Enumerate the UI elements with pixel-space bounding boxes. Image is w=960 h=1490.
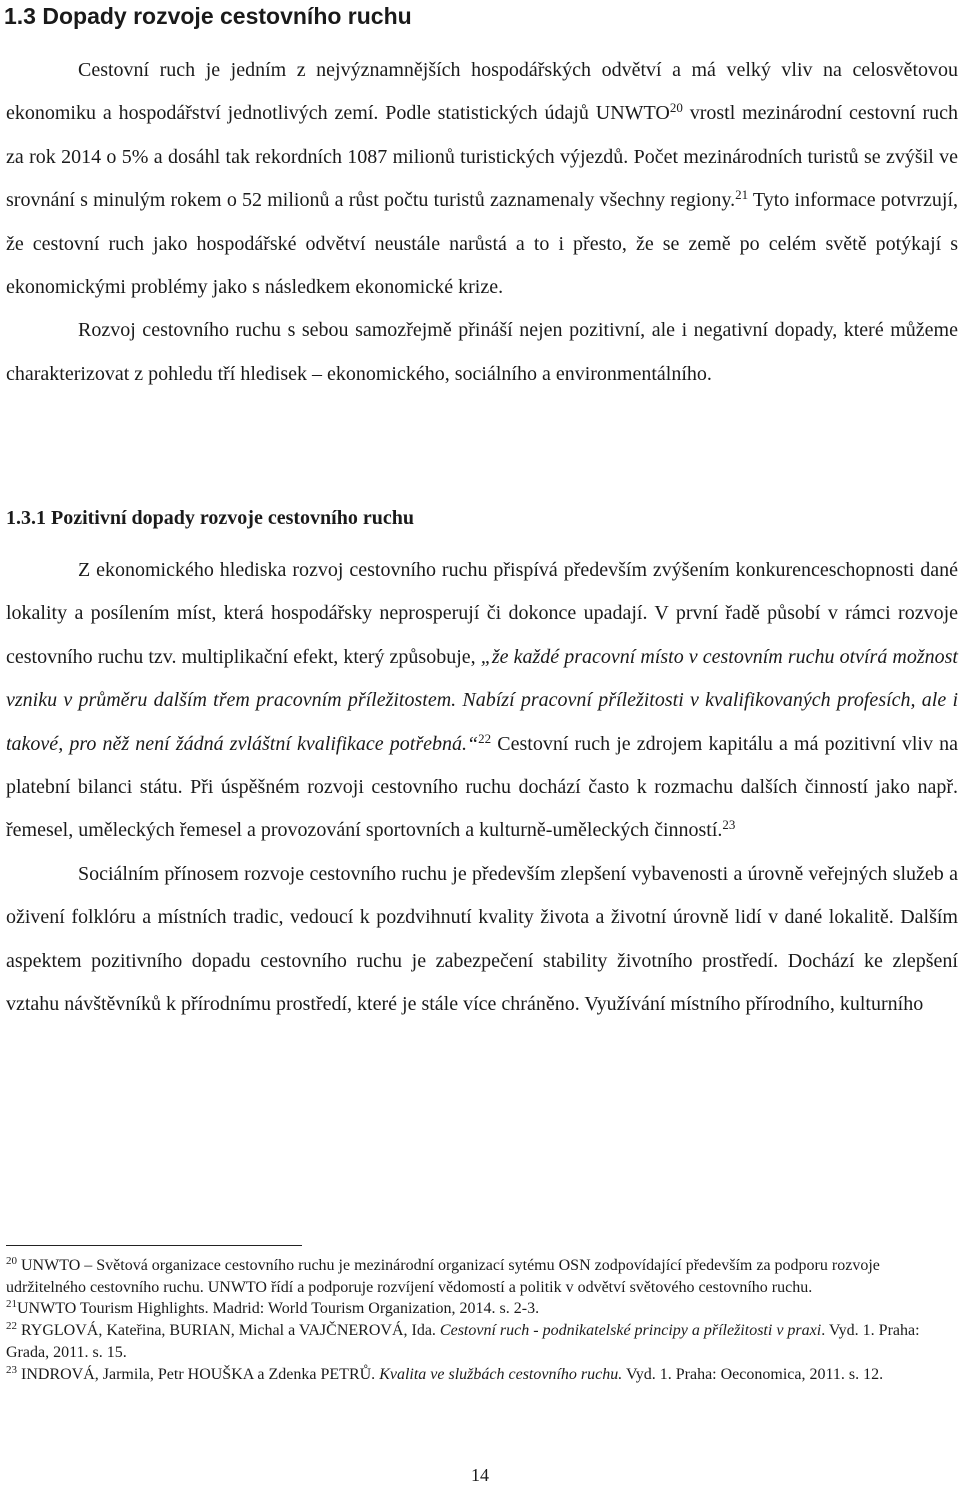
footnote-ref-21[interactable]: 21	[735, 187, 749, 203]
footnotes	[6, 1255, 956, 1385]
body-text-top	[6, 49, 958, 396]
page-number: 14	[471, 1465, 489, 1485]
footnote-separator	[6, 1245, 302, 1246]
paragraph-intro: Cestovní ruch je jedním z nejvýznamnějších hospodářských odvětví a má velký vliv na celosvětovou ekonomiku a hospodářství jednotlivých zemí. Podle statistických údajů UNWTO$^{20}$ vrostl mezinárodní cestovní ruch za rok 2014 o 5% a dosáhl tak rekordních 1087 milionů turistických výjezdů. Počet mezinárodních turistů se zvýšil ve srovnání s minulým rokem o 52 milionů a růst počtu turistů zaznamenaly všechny regiony.$^{21}$ Tyto informace potvrzují, že cestovní ruch jako hospodářské odvětví neustále narůstá a to i přesto, že se země po celém světě potýkají s ekonomickými problémy jako s následkem ekonomické krize.	[6, 59, 958, 299]
paragraph-economic: Z ekonomického hlediska rozvoj cestovního ruchu přispívá především zvýšením konkurenceschopnosti dané lokality a posílením míst, která hospodářsky neprosperují či dokonce upadají. V první řadě působí v rámci rozvoje cestovního ruchu tzv. multiplikační efekt, který způsobuje, „že každé pracovní místo v cestovním ruchu otvírá možnost vzniku v průměru dalším třem pracovním příležitostem. Nabízí pracovní příležitosti v kvalifikovaných profesích, ale i takové, pro něž není žádná zvláštní kvalifikace potřebná.“$^{22}$ Cestovní ruch je zdrojem kapitálu a má pozitivní vliv na platební bilanci státu. Při úspěšném rozvoji cestovního ruchu dochází často k rozmachu dalších činností jako např. řemesel, uměleckých řemesel a provozování sportovních a kulturně-uměleckých činností.$^{23}$	[6, 559, 958, 842]
footnote-ref-20[interactable]: 20	[669, 100, 683, 116]
paragraph-impacts: Rozvoj cestovního ruchu s sebou samozřejmě přináší nejen pozitivní, ale i negativní dopady, které můžeme charakterizovat z pohledu tří hledisek – ekonomického, sociálního a environmentálního.	[6, 319, 958, 385]
footnote-21: $^{21}$UNWTO Tourism Highlights. Madrid: World Tourism Organization, 2014. s. 2-3.	[6, 1298, 540, 1318]
footnote-23: $^{23}$ INDROVÁ, Jarmila, Petr HOUŠKA a Zdenka PETRŮ. Kvalita ve službách cestovního ruchu. Vyd. 1. Praha: Oeconomica, 2011. s. 12.	[6, 1363, 884, 1383]
section-heading: 1.3 Dopady rozvoje cestovního ruchu	[4, 3, 412, 29]
footnote-22: $^{22}$ RYGLOVÁ, Kateřina, BURIAN, Michal a VAJČNEROVÁ, Ida. Cestovní ruch - podnikatelské principy a příležitosti v praxi. Vyd. 1. Praha: Grada, 2011. s. 15.	[6, 1320, 920, 1361]
body-text-bottom	[6, 549, 958, 1026]
subsection-heading: 1.3.1 Pozitivní dopady rozvoje cestovního ruchu	[6, 507, 414, 529]
quotation: „že každé pracovní místo v cestovním ruchu otvírá možnost vzniku v průměru dalším třem pracovním příležitostem. Nabízí pracovní příležitosti v kvalifikovaných profesích, ale i takové, pro něž není žádná zvláštní kvalifikace potřebná.“	[6, 645, 958, 755]
paragraph-social: Sociálním přínosem rozvoje cestovního ruchu je především zlepšení vybavenosti a úrovně veřejných služeb a oživení folklóru a místních tradic, vedoucí k pozdvihnutí kvality života a životní úrovně lidí v dané lokalitě. Dalším aspektem pozitivního dopadu cestovního ruchu je zabezpečení stability životního prostředí. Dochází ke zlepšení vztahu návštěvníků k přírodnímu prostředí, které je stále více chráněno. Využívání místního přírodního, kulturního	[6, 862, 958, 1016]
footnote-20: $^{20}$ UNWTO – Světová organizace cestovního ruchu je mezinárodní organizací sytému OSN zodpovídající především za podporu rozvoje udržitelného cestovního ruchu. UNWTO řídí a podporuje rozvíjení vědomostí a politik v odvětví světového cestovního ruchu.	[6, 1255, 880, 1296]
footnote-ref-22[interactable]: 22	[478, 730, 492, 746]
footnote-ref-23[interactable]: 23	[722, 817, 736, 833]
